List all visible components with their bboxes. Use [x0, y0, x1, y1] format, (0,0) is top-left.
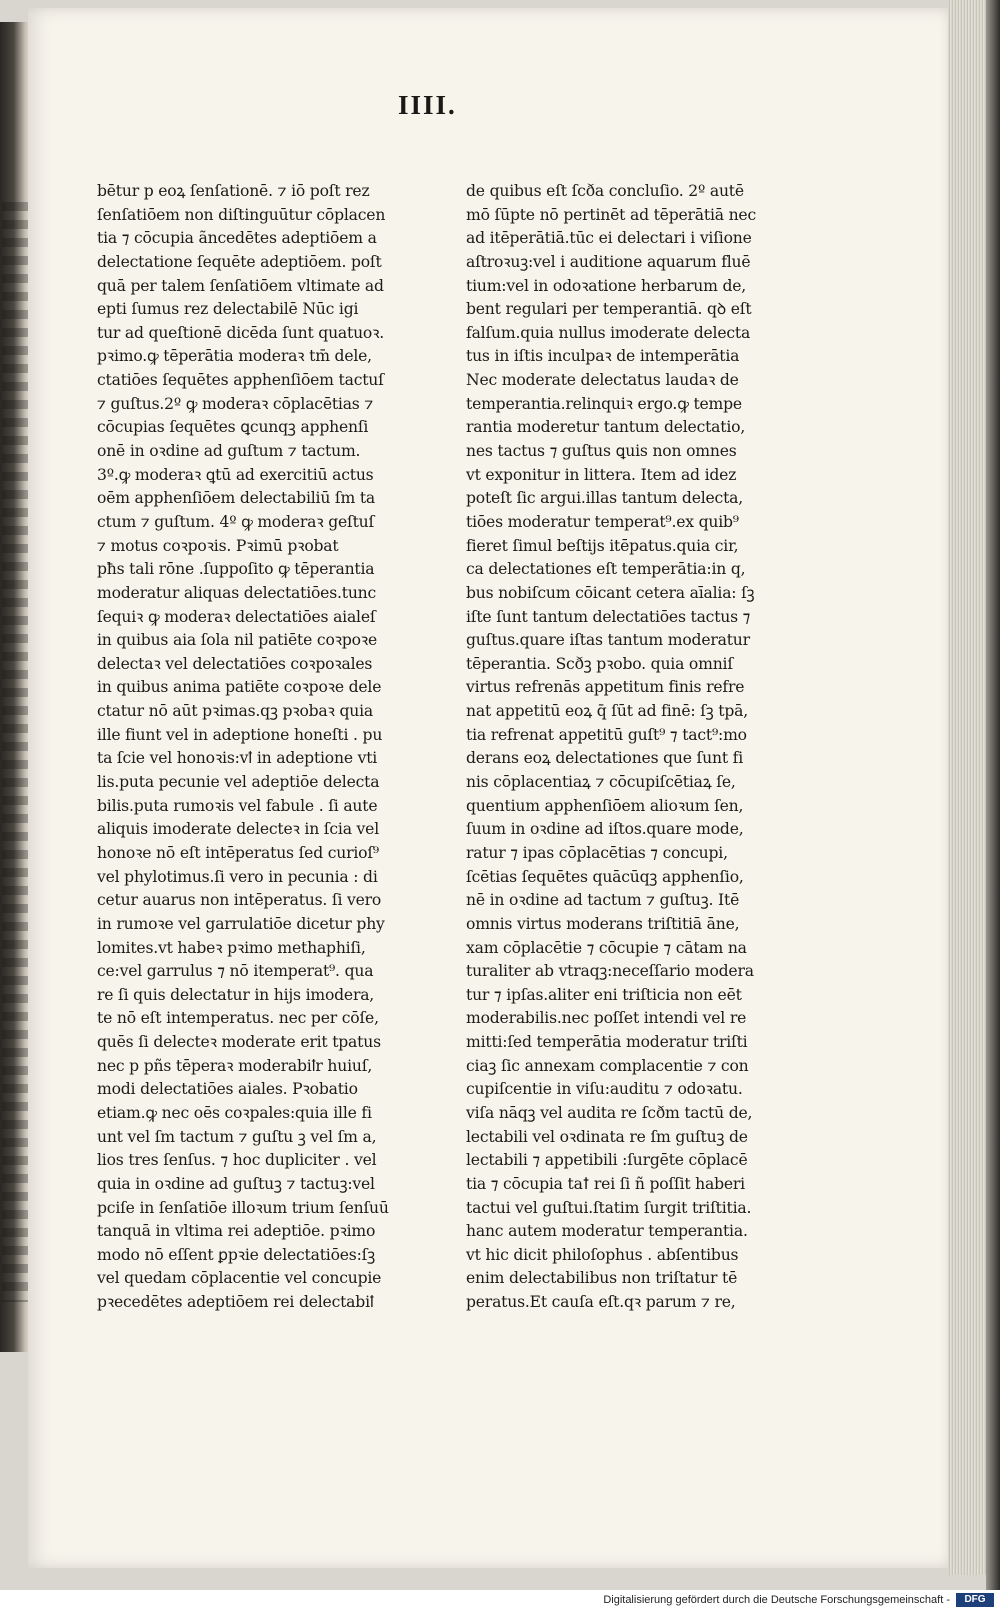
- text-line: nes tactus ⁊ guſtus ꝗuis non omnes: [466, 442, 737, 461]
- text-line: de quibus eſt ſcða concluſio. 2º autē: [466, 182, 744, 200]
- text-line: nec p pñs tēperaꝛ moderabiꝉr huiuſ,: [97, 1056, 373, 1075]
- text-line: lis.puta pecunie vel adeptiōe delecta: [97, 773, 380, 792]
- text-line: bilis.puta rumoꝛis vel fabule . ſi aute: [97, 796, 378, 815]
- text-line: guſtus.quare iſtas tantum moderatur: [466, 631, 750, 650]
- text-line: mitti:ſed temperātia moderatur triſti: [466, 1033, 748, 1052]
- text-line: moderatur aliquas delectatiōes.tunc: [97, 583, 377, 602]
- dfg-logo: DFG: [956, 1593, 994, 1607]
- text-line: hanc autem moderatur temperantia.: [466, 1222, 748, 1241]
- book-cover-edge: [986, 0, 1000, 1590]
- text-line: rantia moderetur tantum delectatio,: [466, 418, 746, 437]
- text-line: vt exponitur in littera. Item ad idez: [466, 465, 737, 484]
- text-line: quia in oꝛdine ad guſtuꝫ ⁊ tactuꝫ:vel: [97, 1174, 375, 1193]
- text-line: modo nō eſſent ꝑpꝛie delectatiōes:ſꝫ: [97, 1245, 375, 1264]
- text-line: aliquis imoderate delecteꝛ in ſcia vel: [97, 820, 379, 839]
- text-line: epti ſumus rez delectabilē Nūc igi: [97, 300, 359, 319]
- text-line: ſenſatiōem non diſtinguūtur cōplacen: [97, 205, 386, 224]
- text-line: lectabili vel oꝛdinata re ſm guſtuꝫ de: [466, 1127, 748, 1146]
- text-line: ratur ⁊ ipas cōplacētias ⁊ concupi,: [466, 843, 728, 862]
- text-line: omnis virtus moderans triſtitiā āne,: [466, 914, 740, 933]
- text-line: tur ⁊ ipſas.aliter eni triſticia non eēt: [466, 985, 742, 1004]
- folio-number: IIII.: [398, 90, 457, 120]
- text-line: modi delectatiōes aiales. Pꝛobatio: [97, 1080, 358, 1099]
- text-line: ille fiunt vel in adeptione honeſti . pu: [97, 725, 383, 744]
- text-line: ad itēperātiā.tūc ei delectari i viſione: [466, 229, 752, 248]
- text-line: tactui vel guſtui.ſtatim ſurgit triſtitia.: [466, 1198, 752, 1217]
- text-line: bētur p eoꝝ ſenſationē. ⁊ iō poſt rez: [97, 182, 370, 200]
- text-line: viſa nāqꝫ vel audita re ſcðm tactū de,: [466, 1103, 753, 1122]
- text-line: oēm apphenſiōem delectabiliū ſm ta: [97, 489, 375, 508]
- text-line: ciaꝫ ſic annexam complacentie ⁊ con: [466, 1056, 749, 1075]
- text-line: ſequiꝛ ꝙ moderaꝛ delectatiōes aialeſ: [97, 607, 376, 626]
- text-line: cetur auarus non intēperatus. ſi vero: [97, 891, 382, 910]
- text-line: quēs ſi delecteꝛ moderate erit tpatus: [97, 1033, 381, 1052]
- text-line: pꝛecedētes adeptiōem rei delectabiꝉ: [97, 1293, 374, 1312]
- text-line: ca delectationes eſt temperātia:in q,: [466, 560, 746, 579]
- text-line: tus in iſtis inculpaꝛ de intemperātia: [466, 347, 740, 366]
- text-line: onē in oꝛdine ad guſtum ⁊ tactum.: [97, 442, 361, 461]
- text-line: delectaꝛ vel delectatiōes coꝛpoꝛales: [97, 654, 373, 673]
- text-line: te nō eſt intemperatus. nec per cōſe,: [97, 1009, 379, 1028]
- text-line: tanquā in vltima rei adeptiōe. pꝛimo: [97, 1222, 376, 1241]
- text-line: temperantia.relinquiꝛ ergo.ꝙ tempe: [466, 394, 742, 413]
- text-line: virtus refrenās appetitum finis refre: [466, 678, 745, 697]
- funding-credit: Digitalisierung gefördert durch die Deutsche Forschungsgemeinschaft -: [603, 1594, 950, 1606]
- text-line: bent regulari per temperantiā. qꝺ eſt: [466, 300, 752, 319]
- text-line: vt hic dicit philoſophus . abſentibus: [466, 1245, 739, 1264]
- text-line: pħs tali rōne .ſuppoſito ꝙ tēperantia: [97, 560, 375, 579]
- text-line: derans eoꝝ delectationes que ſunt fi: [466, 749, 743, 768]
- text-line: tia refrenat appetitū guſt⁹ ⁊ tact⁹:mo: [466, 725, 747, 744]
- text-line: 3º.ꝙ moderaꝛ ꝗtū ad exercitiū actus: [97, 465, 374, 484]
- text-line: nat appetitū eoꝝ q̄ ſūt ad finē: ſꝫ tpā,: [466, 702, 749, 721]
- text-line: honoꝛe nō eſt intēperatus ſed curioſ⁹: [97, 843, 379, 862]
- text-line: cupiſcentie in viſu:auditu ⁊ odoꝛatu.: [466, 1080, 743, 1099]
- text-line: pciſe in ſenſatiōe illoꝛum trium ſenſuū: [97, 1198, 389, 1217]
- text-line: vel quedam cōplacentie vel concupie: [97, 1269, 382, 1288]
- text-line: ⁊ motus coꝛpoꝛis. Pꝛimū pꝛobat: [97, 536, 339, 555]
- text-line: vel phylotimus.ſi vero in pecunia : di: [97, 867, 378, 886]
- text-line: in quibus anima patiēte coꝛpoꝛe dele: [97, 678, 382, 697]
- text-line: unt vel ſm tactum ⁊ guſtu ꝫ vel ſm a,: [97, 1127, 377, 1146]
- text-line: tēperantia. Scðꝫ pꝛobo. quia omniſ: [466, 654, 733, 673]
- text-line: ⁊ guſtus.2º ꝙ moderaꝛ cōplacētias ⁊: [97, 394, 374, 413]
- text-line: bus nobiſcum cōicant cetera aīalia: ſꝫ: [466, 583, 755, 602]
- text-line: ctatur nō aūt pꝛimas.qꝫ pꝛobaꝛ quia: [97, 702, 373, 721]
- text-line: nē in oꝛdine ad tactum ⁊ guſtuꝫ. Itē: [466, 891, 740, 910]
- text-line: poteſt ſic argui.illas tantum delecta,: [466, 489, 743, 508]
- text-line: cōcupias ſequētes ꝗcunqꝫ apphenſi: [97, 418, 369, 437]
- text-line: ctatiōes ſequētes apphenſiōem tactuſ: [97, 371, 384, 390]
- text-line: ta ſcie vel honoꝛis:vꝉ in adeptione vti: [97, 749, 378, 768]
- text-line: mō ſūpte nō pertinēt ad tēperātiā nec: [466, 205, 756, 224]
- text-line: quentium apphenſiōem alioꝛum ſen,: [466, 796, 744, 815]
- text-line: re ſi quis delectatur in hijs imodera,: [97, 985, 375, 1004]
- text-line: Nec moderate delectatus laudaꝛ de: [466, 371, 739, 390]
- text-line: enim delectabilibus non triſtatur tē: [466, 1269, 738, 1288]
- text-line: tiōes moderatur temperat⁹.ex quib⁹: [466, 512, 739, 531]
- text-line: tur ad queſtionē dicēda ſunt quatuoꝛ.: [97, 323, 385, 342]
- text-line: aſtroꝛuꝫ:vel i auditione aquarum fluē: [466, 252, 751, 271]
- text-line: in rumoꝛe vel garrulatiōe dicetur phy: [97, 914, 385, 933]
- text-line: delectatione ſequēte adeptiōem. poſt: [97, 252, 382, 271]
- text-line: peratus.Et cauſa eſt.qꝛ parum ⁊ re,: [466, 1293, 736, 1312]
- text-line: lectabili ⁊ appetibili :ſurgēte cōplacē: [466, 1151, 748, 1170]
- text-line: fieret ſimul beſtijs itēpatus.quia cir,: [466, 536, 739, 555]
- text-line: etiam.ꝙ nec oēs coꝛpales:quia ille fi: [97, 1103, 372, 1122]
- text-line: turaliter ab vtraqꝫ:neceſſario modera: [466, 962, 754, 981]
- text-line: nis cōplacentiaꝝ ⁊ cōcupiſcētiaꝝ ſe,: [466, 773, 736, 792]
- text-line: ſcētias ſequētes quācūqꝫ apphenſio,: [466, 867, 744, 886]
- text-line: falſum.quia nullus imoderate delecta: [466, 323, 751, 342]
- text-line: lomites.vt habeꝛ pꝛimo methaphiſi,: [97, 938, 366, 957]
- text-line: ſuum in oꝛdine ad iſtos.quare mode,: [466, 820, 744, 839]
- text-line: moderabilis.nec poſſet intendi vel re: [466, 1009, 747, 1028]
- book-page: [28, 8, 950, 1568]
- text-line: tia ⁊ cōcupia ãncedētes adeptiōem a: [97, 229, 377, 248]
- text-line: ctum ⁊ guſtum. 4º ꝙ moderaꝛ geſtuſ: [97, 512, 375, 531]
- text-line: tium:vel in odoꝛatione herbarum de,: [466, 276, 747, 295]
- facing-page-text: [2, 202, 28, 1302]
- text-line: tia ⁊ cōcupia taꝉ rei ſi ñ poſſit haberi: [466, 1174, 745, 1193]
- text-line: ce:vel garrulus ⁊ nō itemperat⁹. qua: [97, 962, 374, 981]
- text-line: pꝛimo.ꝙ tēperātia moderaꝛ tm̄ dele,: [97, 347, 372, 366]
- text-line: lios tres ſenſus. ⁊ hoc dupliciter . vel: [97, 1151, 377, 1170]
- text-line: in quibus aia ſola nil patiēte coꝛpoꝛe: [97, 631, 378, 650]
- footer-bar: [0, 1590, 1000, 1611]
- text-line: iſte ſunt tantum delectatiōes tactus ⁊: [466, 607, 751, 626]
- text-line: xam cōplacētie ⁊ cōcupie ⁊ cātam na: [466, 938, 747, 957]
- left-text-column: [97, 180, 407, 1315]
- text-line: quā per talem ſenſatiōem vltimate ad: [97, 276, 384, 295]
- right-text-column: [466, 180, 776, 1315]
